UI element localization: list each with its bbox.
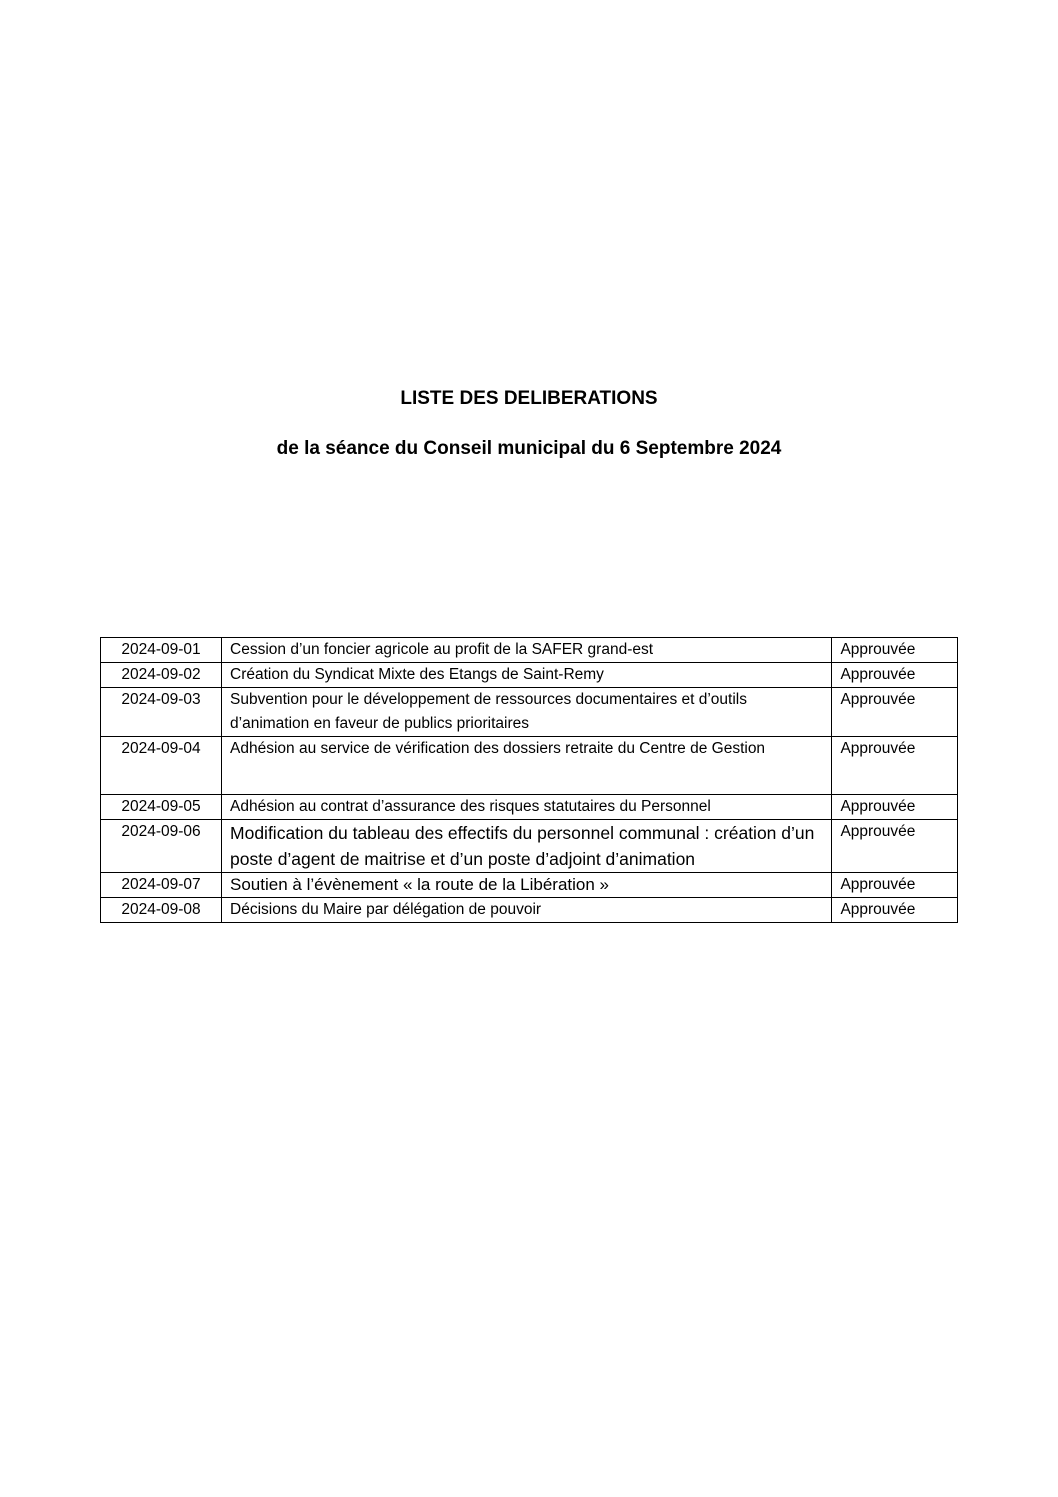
deliberation-number: 2024-09-04 <box>101 737 222 795</box>
table-row <box>101 663 958 688</box>
table-row <box>101 688 958 737</box>
deliberation-number: 2024-09-08 <box>101 898 222 923</box>
deliberation-number: 2024-09-05 <box>101 795 222 820</box>
deliberation-status: Approuvée <box>832 873 958 898</box>
deliberation-subject: Soutien à l’évènement « la route de la Libération » <box>222 873 832 898</box>
table-row <box>101 795 958 820</box>
deliberation-subject: Création du Syndicat Mixte des Etangs de Saint-Remy <box>222 663 832 688</box>
deliberation-status: Approuvée <box>832 898 958 923</box>
deliberation-number: 2024-09-07 <box>101 873 222 898</box>
document-subtitle: de la séance du Conseil municipal du 6 Septembre 2024 <box>276 438 782 459</box>
deliberation-subject: Subvention pour le développement de ressources documentaires et d’outils d’animation en faveur de publics prioritaires <box>222 688 832 737</box>
deliberation-number: 2024-09-03 <box>101 688 222 737</box>
deliberation-subject: Adhésion au contrat d’assurance des risques statutaires du Personnel <box>222 795 832 820</box>
table-row <box>101 898 958 923</box>
deliberation-subject: Décisions du Maire par délégation de pouvoir <box>222 898 832 923</box>
deliberation-status: Approuvée <box>832 688 958 737</box>
table-row <box>101 873 958 898</box>
document-title: LISTE DES DELIBERATIONS <box>400 388 658 409</box>
deliberation-number: 2024-09-01 <box>101 638 222 663</box>
table-row <box>101 638 958 663</box>
deliberation-status: Approuvée <box>832 737 958 795</box>
table-row <box>101 737 958 795</box>
deliberations-table <box>100 637 958 923</box>
deliberation-number: 2024-09-06 <box>101 820 222 873</box>
table-row <box>101 820 958 873</box>
deliberation-status: Approuvée <box>832 795 958 820</box>
deliberation-number: 2024-09-02 <box>101 663 222 688</box>
deliberation-status: Approuvée <box>832 663 958 688</box>
deliberation-subject: Cession d’un foncier agricole au profit de la SAFER grand-est <box>222 638 832 663</box>
deliberation-subject: Adhésion au service de vérification des dossiers retraite du Centre de Gestion <box>222 737 832 795</box>
deliberation-subject: Modification du tableau des effectifs du personnel communal : création d’un poste d’agent de maitrise et d’un poste d’adjoint d’animation <box>222 820 832 873</box>
deliberation-status: Approuvée <box>832 638 958 663</box>
deliberation-status: Approuvée <box>832 820 958 873</box>
